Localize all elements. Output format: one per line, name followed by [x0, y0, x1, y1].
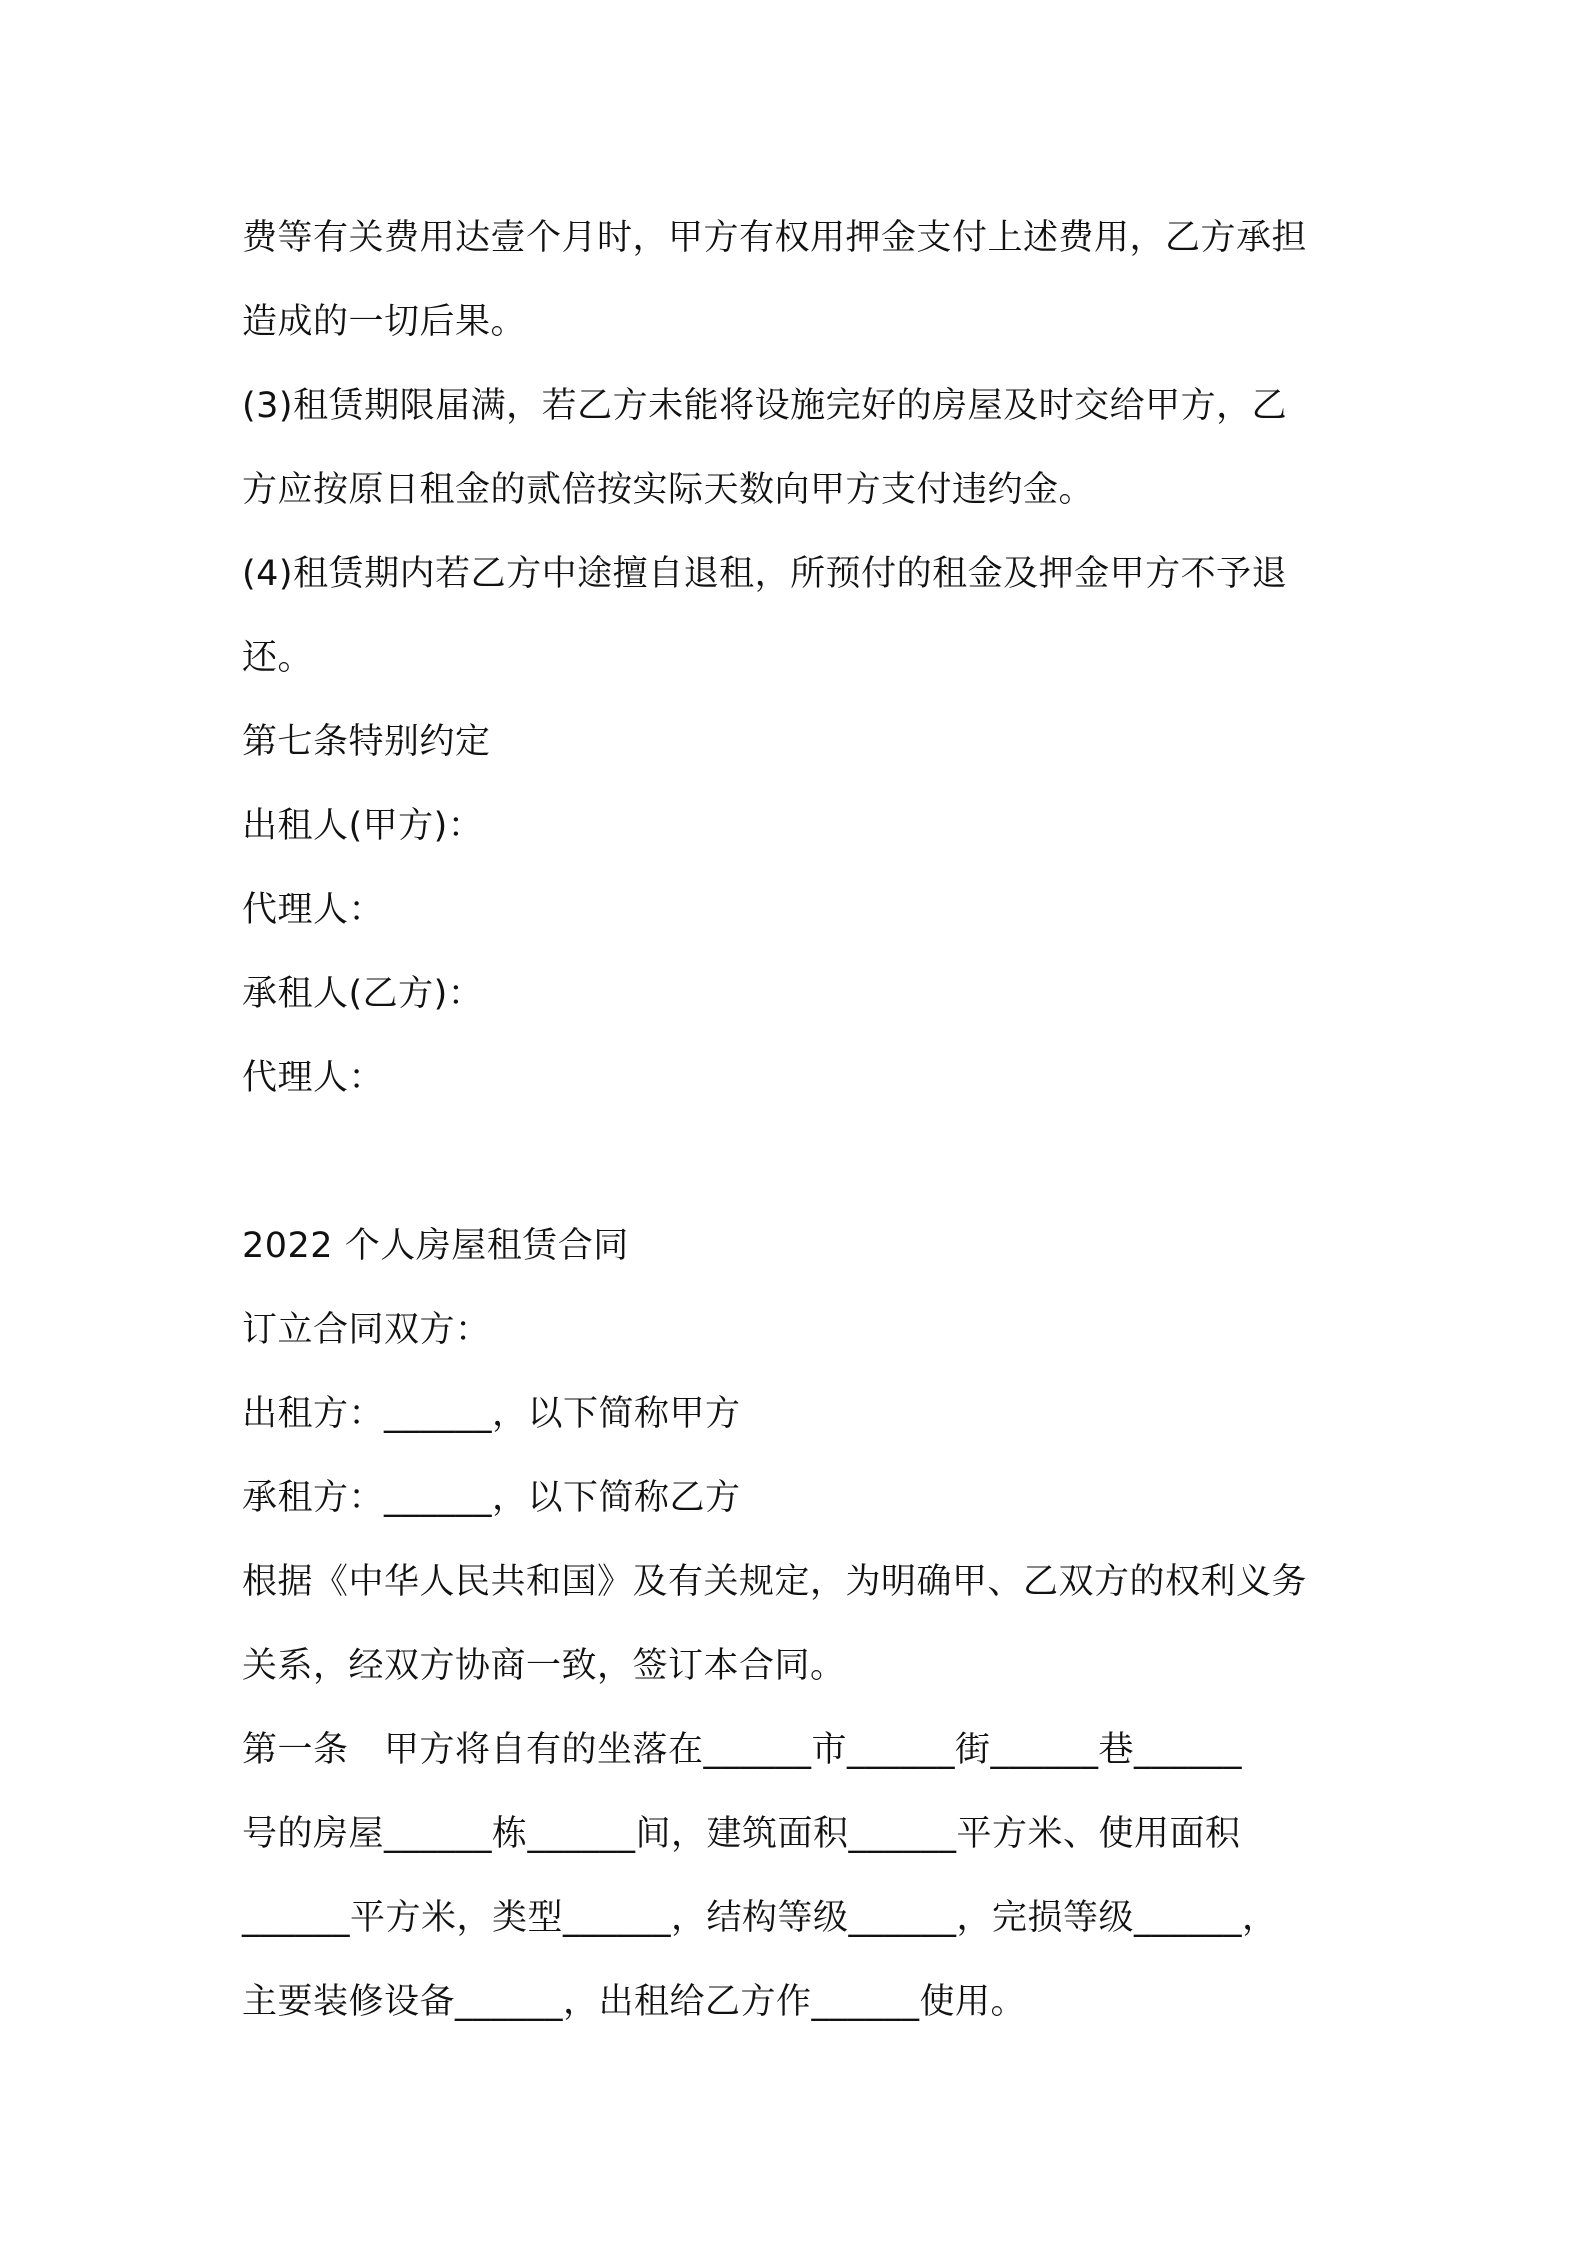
contract-line: 出租方：______，以下简称甲方	[242, 1394, 741, 1434]
section-heading: 第七条特别约定	[242, 722, 491, 762]
contract-line: 第一条 甲方将自有的坐落在______市______街______巷______	[242, 1730, 1243, 1770]
paragraph-line: (4)租赁期内若乙方中途擅自退租，所预付的租金及押金甲方不予退	[242, 554, 1288, 594]
contract-line: 承租方：______，以下简称乙方	[242, 1478, 741, 1518]
paragraph-line: 方应按原日租金的贰倍按实际天数向甲方支付违约金。	[242, 470, 1095, 510]
document-body	[242, 196, 1372, 2044]
contract-title: 2022 个人房屋租赁合同	[242, 1226, 629, 1266]
contract-line: 订立合同双方：	[242, 1310, 491, 1350]
contract-line: 关系，经双方协商一致，签订本合同。	[242, 1646, 846, 1686]
contract-line: 号的房屋______栋______间，建筑面积______平方米、使用面积	[242, 1814, 1241, 1854]
signature-lessee: 承租人(乙方)：	[242, 974, 484, 1014]
spacer	[242, 1120, 1372, 1204]
paragraph-line: (3)租赁期限届满，若乙方未能将设施完好的房屋及时交给甲方，乙	[242, 386, 1288, 426]
signature-agent: 代理人：	[242, 1058, 385, 1098]
signature-lessor: 出租人(甲方)：	[242, 806, 484, 846]
signature-agent: 代理人：	[242, 890, 385, 930]
paragraph-line: 费等有关费用达壹个月时，甲方有权用押金支付上述费用，乙方承担	[242, 218, 1308, 258]
paragraph-line: 造成的一切后果。	[242, 302, 527, 342]
contract-line: 主要装修设备______，出租给乙方作______使用。	[242, 1982, 1027, 2022]
paragraph-line: 还。	[242, 638, 314, 678]
contract-line: 根据《中华人民共和国》及有关规定，为明确甲、乙双方的权利义务	[242, 1562, 1308, 1602]
contract-line: ______平方米，类型______，结构等级______，完损等级______，	[242, 1898, 1278, 1938]
